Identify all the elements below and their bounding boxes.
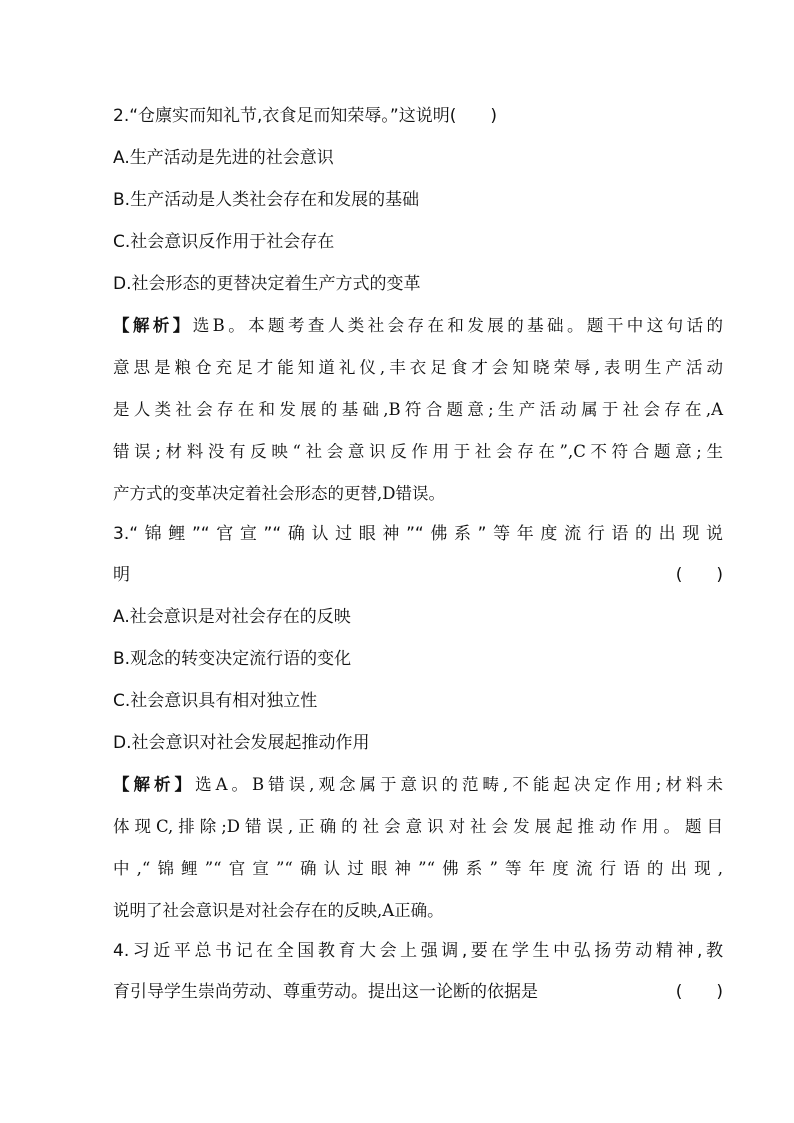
q3-analysis-line-2: 体现C,排除;D错误,正确的社会意识对社会发展起推动作用。题目 xyxy=(113,817,723,836)
q2-analysis-line-1 xyxy=(113,314,723,338)
q2-option-b: B.生产活动是人类社会存在和发展的基础 xyxy=(113,190,420,210)
q4-stem-line-1: 4.习近平总书记在全国教育大会上强调,要在学生中弘扬劳动精神,教 xyxy=(113,941,723,961)
q4-answer-paren: ( ) xyxy=(675,982,723,1002)
q2-option-c: C.社会意识反作用于社会存在 xyxy=(113,232,335,252)
q4-stem-line-2-text: 育引导学生崇尚劳动、尊重劳动。提出这一论断的依据是 xyxy=(113,982,538,1002)
q2-option-d: D.社会形态的更替决定着生产方式的变革 xyxy=(113,274,421,294)
q3-option-a: A.社会意识是对社会存在的反映 xyxy=(113,607,351,627)
q3-option-d: D.社会意识对社会发展起推动作用 xyxy=(113,733,370,753)
q3-stem-line-2 xyxy=(113,563,723,587)
q2-option-a: A.生产活动是先进的社会意识 xyxy=(113,148,334,168)
q2-analysis-line-5: 产方式的变革决定着社会形态的更替,D错误。 xyxy=(113,484,445,503)
q3-analysis-text-1: 选A。B错误,观念属于意识的范畴,不能起决定作用;材料未 xyxy=(195,775,724,794)
q3-analysis-line-1 xyxy=(113,773,723,797)
q3-option-c: C.社会意识具有相对独立性 xyxy=(113,691,318,711)
q3-option-b: B.观念的转变决定流行语的变化 xyxy=(113,649,352,669)
q4-stem-line-2 xyxy=(113,980,723,1004)
q2-analysis-tag: 【解析】 xyxy=(113,316,193,335)
q2-analysis-line-2: 意思是粮仓充足才能知道礼仪,丰衣足食才会知晓荣辱,表明生产活动 xyxy=(113,358,723,377)
q3-stem-line-2-text: 明 xyxy=(113,565,130,585)
q3-analysis-tag: 【解析】 xyxy=(113,775,196,794)
q3-answer-paren: ( ) xyxy=(675,565,723,585)
q2-analysis-line-4: 错误;材料没有反映“社会意识反作用于社会存在”,C不符合题意;生 xyxy=(113,442,723,461)
q2-analysis-text-1: 选B。本题考查人类社会存在和发展的基础。题干中这句话的 xyxy=(192,316,723,335)
q3-analysis-line-4: 说明了社会意识是对社会存在的反映,A正确。 xyxy=(113,901,444,920)
q3-analysis-line-3: 中,“锦鲤”“官宣”“确认过眼神”“佛系”等年度流行语的出现, xyxy=(113,859,723,878)
q2-analysis-line-3: 是人类社会存在和发展的基础,B符合题意;生产活动属于社会存在,A xyxy=(113,400,723,419)
q2-stem: 2.“仓廪实而知礼节,衣食足而知荣辱。”这说明( ) xyxy=(113,106,498,126)
q3-stem-line-1: 3.“锦鲤”“官宣”“确认过眼神”“佛系”等年度流行语的出现说 xyxy=(113,524,723,544)
